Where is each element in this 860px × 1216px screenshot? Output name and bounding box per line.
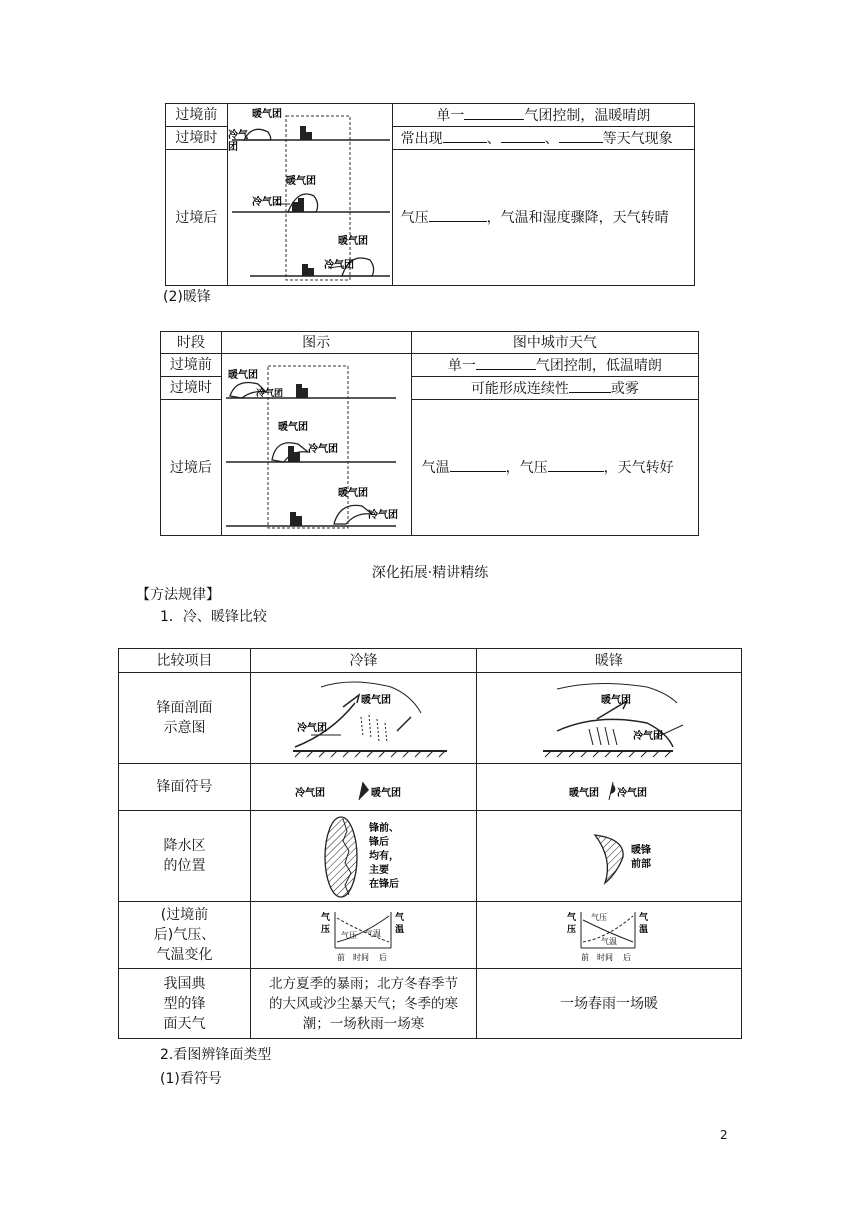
warm-front-profile-cell [477,673,742,764]
warm-air-label: 暖气团 [371,788,401,799]
svg-text:压: 压 [321,925,331,935]
cold-front-figure-cell [227,104,392,286]
row-label: (过境前 后)气压、 气温变化 [119,902,251,969]
cold-air-label: 冷气团 [307,444,338,455]
cold-air-label: 冷气团 [617,788,647,799]
svg-text:气温: 气温 [601,937,617,946]
item-heading: 2.看图辨锋面类型 [160,1047,272,1063]
table-header: 图中城市天气 [411,332,698,354]
warm-air-label: 暖气团 [361,695,391,706]
method-heading: 【方法规律】 [136,587,220,603]
cold-front-rain-cell [251,811,477,902]
warm-front-change-cell [477,902,742,969]
stage-cell: 过境后 [166,150,228,286]
cold-air-label: 冷气团 [323,260,354,271]
svg-text:后: 后 [379,953,387,962]
cold-air-label: 冷气团 [255,389,283,399]
answer-blank[interactable] [559,128,603,143]
warm-air-label: 暖气团 [337,488,368,499]
rain-note: 均有， [369,851,399,862]
warm-front-change-graph [477,902,741,968]
answer-blank[interactable] [501,128,545,143]
cold-front-symbol [251,764,476,810]
table-header: 时段 [161,332,222,354]
rain-note: 前部 [631,859,651,870]
warm-air-label: 暖气团 [285,176,316,187]
page-number: 2 [720,1128,728,1142]
rain-note: 在锋后 [369,879,399,890]
cold-front-passage-diagram [228,104,392,284]
svg-text:气: 气 [639,913,649,923]
answer-blank[interactable] [548,457,604,472]
cold-air-label: 冷气团 [367,510,398,521]
front-comparison-table [118,648,742,1039]
warm-air-label: 暖气团 [277,422,308,433]
svg-text:前: 前 [581,953,589,962]
cold-air-label: 冷气团 [295,788,325,799]
warm-front-heading: (2)暖锋 [163,289,211,305]
answer-blank[interactable] [464,105,524,120]
answer-blank[interactable] [443,128,487,143]
item-subheading: (1)看符号 [160,1071,222,1087]
cold-front-rain-diagram [251,811,476,901]
warm-front-profile-diagram [477,673,741,763]
cold-air-label: 冷气团 [297,723,327,734]
cold-air-label: 冷气团 [251,197,282,208]
rain-note: 暖锋 [631,845,651,856]
rain-note: 锋前、 [369,823,399,834]
rain-note: 锋后 [369,837,389,848]
cold-front-table [165,103,695,286]
item-heading: 1．冷、暖锋比较 [160,609,267,625]
warm-front-passage-diagram [222,354,411,534]
stage-cell: 过境前 [166,104,228,127]
table-header: 图示 [221,332,411,354]
cold-air-label: 冷气 [227,130,248,141]
row-label: 降水区 的位置 [119,811,251,902]
warm-front-rain-diagram [477,811,741,901]
warm-front-rain-cell [477,811,742,902]
row-label: 锋面符号 [119,764,251,811]
table-header: 冷锋 [251,649,477,673]
cold-front-weather-cell: 北方夏季的暴雨；北方冬春季节 的大风或沙尘暴天气；冬季的寒 潮；一场秋雨一场寒 [251,969,477,1039]
stage-cell: 过境时 [166,127,228,150]
warm-air-label: 暖气团 [227,370,258,381]
svg-text:温: 温 [395,925,405,935]
warm-air-label: 暖气团 [251,109,282,120]
cold-front-profile-cell [251,673,477,764]
row-label: 锋面剖面 示意图 [119,673,251,764]
cold-front-profile-diagram [251,673,476,763]
stage-cell: 过境时 [161,377,222,400]
cold-front-change-graph [251,902,476,968]
svg-text:时间: 时间 [597,953,613,962]
svg-text:温: 温 [639,925,649,935]
warm-front-symbol [477,764,741,810]
warm-front-weather-cell: 一场春雨一场暖 [477,969,742,1039]
table-header: 比较项目 [119,649,251,673]
cold-air-label: 团 [227,142,238,153]
cold-front-symbol-cell [251,764,477,811]
warm-front-symbol-cell [477,764,742,811]
svg-text:后: 后 [623,953,631,962]
row-label: 我国典 型的锋 面天气 [119,969,251,1039]
svg-text:时间: 时间 [353,953,369,962]
svg-text:气: 气 [567,913,577,923]
svg-text:气压: 气压 [341,931,357,940]
stage-cell: 过境后 [161,400,222,536]
warm-air-label: 暖气团 [569,788,599,799]
warm-air-label: 暖气团 [601,695,631,706]
rain-note: 主要 [369,865,389,876]
answer-blank[interactable] [569,378,611,393]
svg-text:压: 压 [567,925,577,935]
cold-air-label: 冷气团 [633,731,663,742]
svg-text:气压: 气压 [591,913,607,922]
table-header: 暖锋 [477,649,742,673]
stage-cell: 过境前 [161,354,222,377]
svg-text:气温: 气温 [365,929,381,938]
weather-cell: 单一 气团控制，低温晴朗 [411,354,698,377]
svg-text:气: 气 [395,913,405,923]
warm-air-label: 暖气团 [337,236,368,247]
weather-cell: 单一 气团控制，温暖晴朗 [392,104,694,127]
weather-cell: 可能形成连续性 或雾 [411,377,698,400]
answer-blank[interactable] [476,355,536,370]
weather-cell: 气温 ，气压 ，天气转好 [411,400,698,536]
cold-front-change-cell [251,902,477,969]
warm-front-figure-cell [221,354,411,536]
section-title: 深化拓展·精讲精练 [371,565,489,581]
answer-blank[interactable] [450,457,506,472]
svg-text:前: 前 [337,953,345,962]
answer-blank[interactable] [429,207,487,222]
svg-text:气: 气 [321,913,331,923]
weather-cell: 气压 ，气温和湿度骤降，天气转晴 [392,150,694,286]
warm-front-table [160,331,699,536]
weather-cell: 常出现 、 、 等天气现象 [392,127,694,150]
